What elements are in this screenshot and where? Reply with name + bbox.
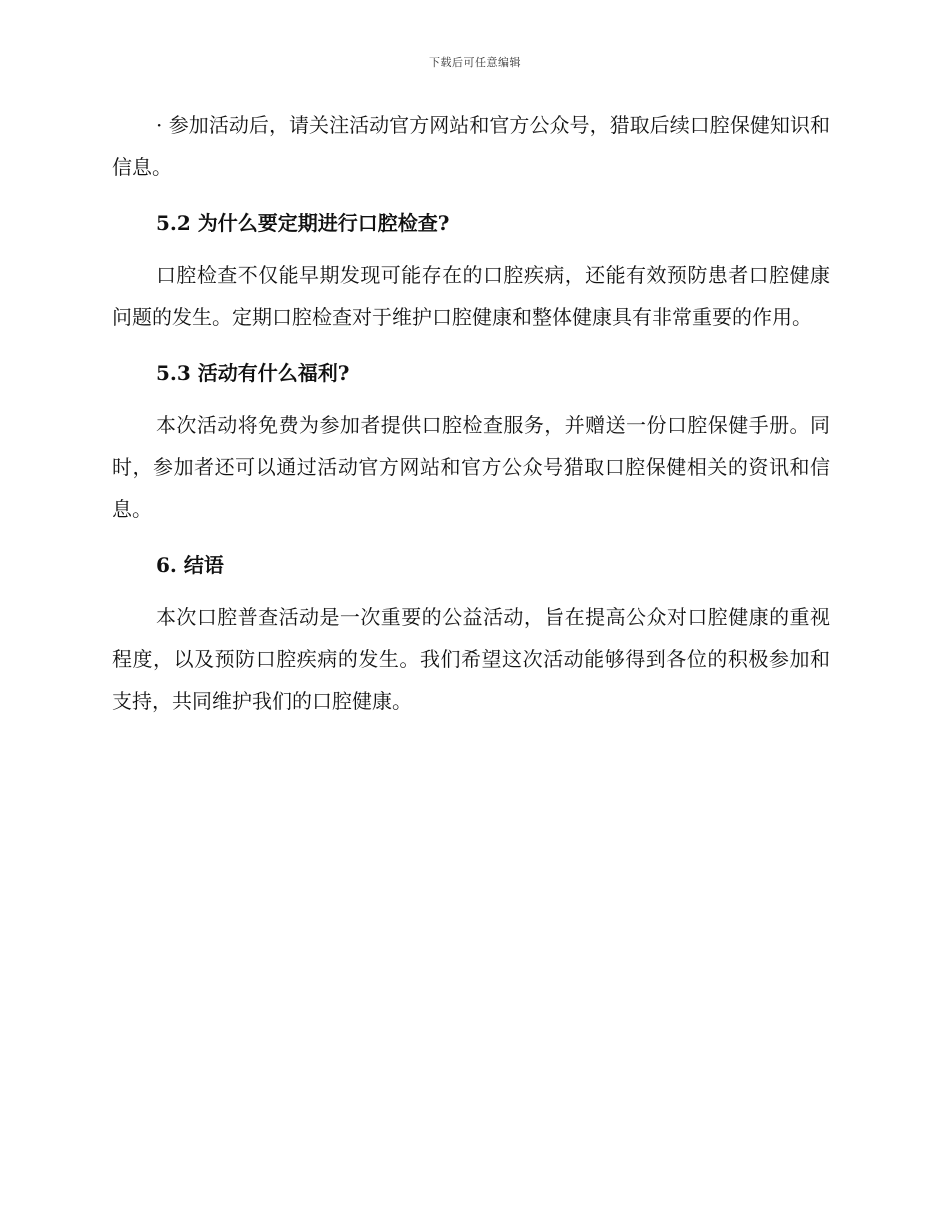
paragraph-why-checkup: 口腔检查不仅能早期发现可能存在的口腔疾病，还能有效预防患者口腔健康问题的发生。定期口腔检查对于维护口腔健康和整体健康具有非常重要的作用。	[112, 263, 830, 329]
section-heading-6: 6. 结语	[156, 553, 224, 577]
page-header-note: 下载后可任意编辑	[429, 56, 521, 69]
document-body	[112, 104, 830, 722]
bullet-paragraph-follow-up: · 参加活动后，请关注活动官方网站和官方公众号，猎取后续口腔保健知识和信息。	[112, 113, 830, 179]
paragraph-conclusion: 本次口腔普查活动是一次重要的公益活动，旨在提高公众对口腔健康的重视程度，以及预防口腔疾病的发生。我们希望这次活动能够得到各位的积极参加和支持，共同维护我们的口腔健康。	[112, 605, 830, 713]
section-heading-5-2: 5.2 为什么要定期进行口腔检查?	[156, 211, 450, 235]
paragraph-benefits: 本次活动将免费为参加者提供口腔检查服务，并赠送一份口腔保健手册。同时，参加者还可以通过活动官方网站和官方公众号猎取口腔保健相关的资讯和信息。	[112, 413, 830, 521]
section-heading-5-3: 5.3 活动有什么福利?	[156, 361, 350, 385]
